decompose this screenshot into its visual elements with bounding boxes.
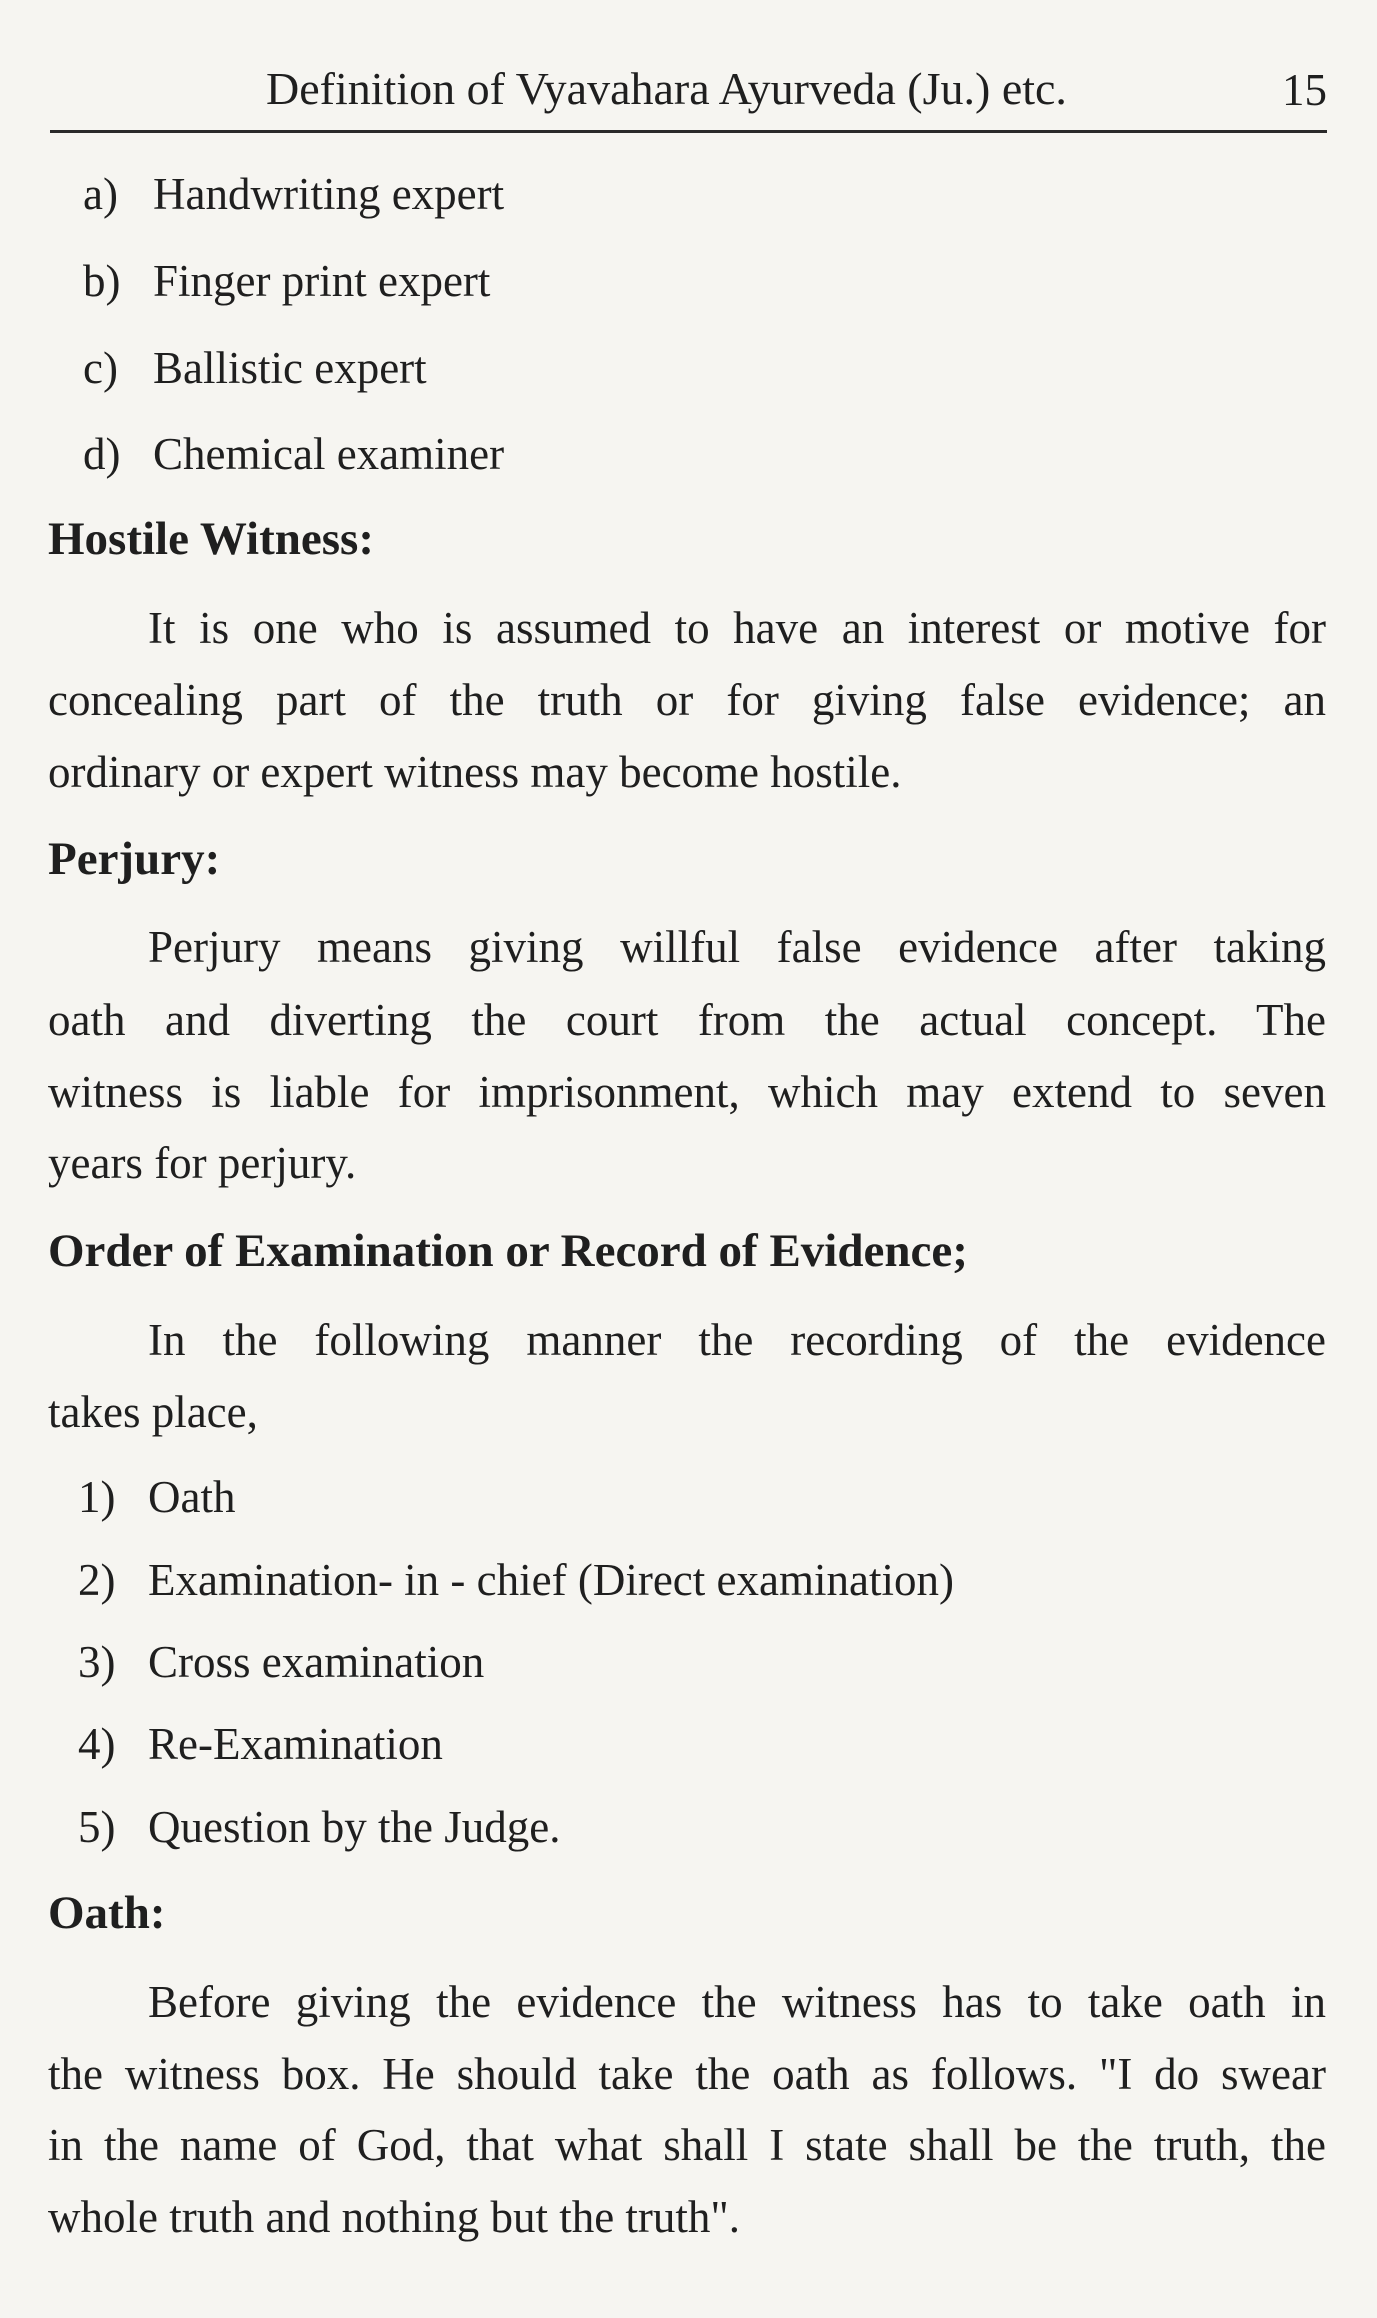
running-header <box>50 58 1327 133</box>
section-heading-perjury: Perjury: <box>48 833 221 885</box>
list-item-text: Oath <box>148 1472 236 1522</box>
list-item <box>83 343 427 393</box>
running-title: Definition of Vyavahara Ayurveda (Ju.) etc. <box>266 63 1067 114</box>
list-item <box>78 1472 236 1522</box>
paragraph-line: the witness box. He should take the oath as follows. "I do swear <box>48 2049 1326 2099</box>
list-item <box>83 256 491 306</box>
list-marker: c) <box>83 343 118 393</box>
list-item <box>78 1637 485 1687</box>
list-item-text: Ballistic expert <box>153 343 427 393</box>
list-item-text: Chemical examiner <box>153 429 505 479</box>
section-heading-order-of-examination: Order of Examination or Record of Evidence; <box>48 1225 968 1277</box>
paragraph-line: In the following manner the recording of the evidence <box>148 1315 1326 1365</box>
paragraph-line: oath and diverting the court from the actual concept. The <box>48 995 1326 1045</box>
page-number: 15 <box>1282 65 1327 115</box>
paragraph-line: Before giving the evidence the witness has to take oath in <box>148 1977 1326 2027</box>
paragraph-line: ordinary or expert witness may become hostile. <box>48 747 902 797</box>
list-marker: 2) <box>78 1555 116 1605</box>
list-item <box>78 1555 954 1605</box>
paragraph-line: years for perjury. <box>48 1138 357 1188</box>
section-heading-hostile-witness: Hostile Witness: <box>48 513 374 565</box>
list-item <box>83 169 505 219</box>
list-item <box>78 1719 443 1769</box>
list-marker: d) <box>83 429 121 479</box>
paragraph-line: whole truth and nothing but the truth". <box>48 2192 741 2242</box>
list-marker: 1) <box>78 1472 116 1522</box>
paragraph-line: Perjury means giving willful false evidence after taking <box>148 922 1326 972</box>
list-item-text: Re-Examination <box>148 1719 443 1769</box>
list-item-text: Question by the Judge. <box>148 1802 561 1852</box>
list-item <box>83 429 505 479</box>
list-item-text: Handwriting expert <box>153 169 505 219</box>
paragraph-line: takes place, <box>48 1387 258 1437</box>
list-marker: 5) <box>78 1802 116 1852</box>
list-item-text: Finger print expert <box>153 256 491 306</box>
list-item <box>78 1802 561 1852</box>
section-heading-oath: Oath: <box>48 1887 166 1939</box>
paragraph-line: It is one who is assumed to have an interest or motive for <box>148 603 1326 653</box>
list-marker: 3) <box>78 1637 116 1687</box>
paragraph-line: witness is liable for imprisonment, which may extend to seven <box>48 1067 1326 1117</box>
list-marker: b) <box>83 256 121 306</box>
list-item-text: Examination- in - chief (Direct examination) <box>148 1555 954 1605</box>
paragraph-line: in the name of God, that what shall I state shall be the truth, the <box>48 2120 1326 2170</box>
paragraph-line: concealing part of the truth or for giving false evidence; an <box>48 675 1326 725</box>
list-marker: 4) <box>78 1719 116 1769</box>
list-item-text: Cross examination <box>148 1637 485 1687</box>
list-marker: a) <box>83 169 118 219</box>
